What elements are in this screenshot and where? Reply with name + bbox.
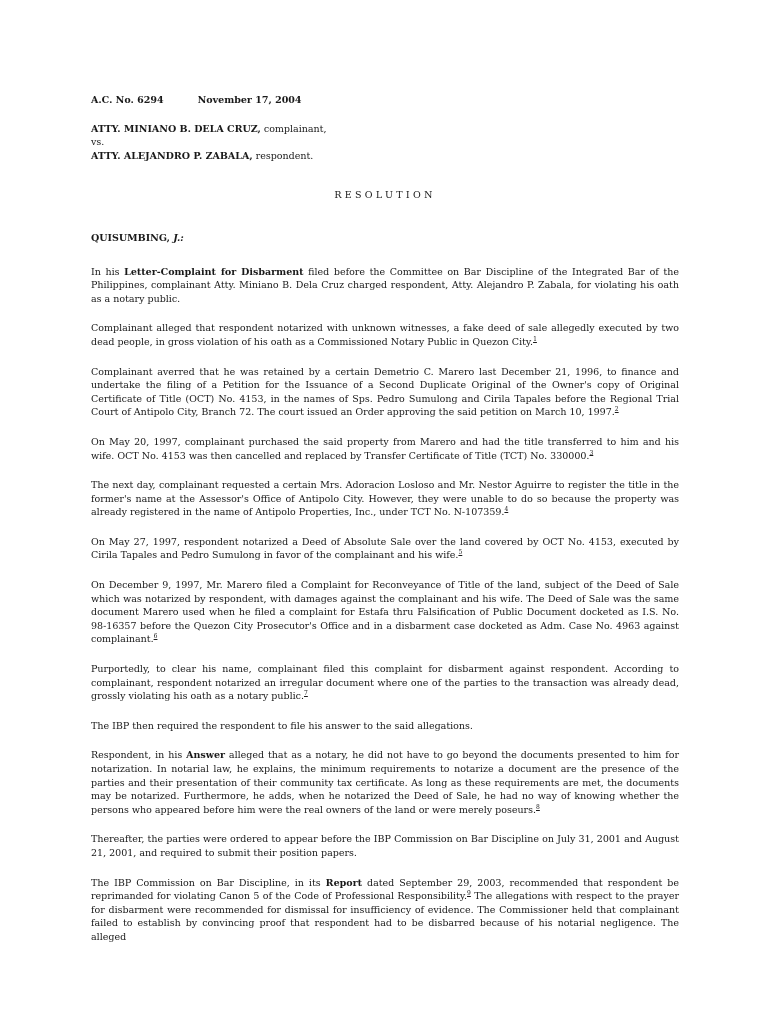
paragraph: The IBP then required the respondent to file his answer to the said allegations. xyxy=(91,720,473,732)
paragraph-text: The IBP Commission on Bar Discipline, in its xyxy=(91,877,326,889)
paragraph-text: Respondent, in his xyxy=(91,750,187,762)
paragraph xyxy=(91,749,679,817)
paragraph-text: Complainant averred that he was retained by a certain Demetrio C. Marero last December 21, 1996, to finance and undertake the filing of a Petition for the Issuance of a Second Duplicate Original of the Owner's copy of Original Certificate of Title (OCT) No. 4153, in the names of Sps. Pedro Sumulong and Cirila Tapales before the Regional Trial Court of Antipolo City, Branch 72. The court issued an Order approving the said petition on March 10, 1997. xyxy=(91,366,679,419)
paragraph xyxy=(91,366,679,420)
resolution-heading: RESOLUTION xyxy=(334,190,436,202)
footnote-link[interactable]: 6 xyxy=(153,633,158,641)
paragraph-text: dated September 29, 2003, recommended that respondent be reprimanded for violating Canon 5 of the Code of Professional Responsibility. xyxy=(91,877,679,903)
ponente xyxy=(91,232,679,246)
respondent-name: ATTY. ALEJANDRO P. ZABALA, xyxy=(91,150,253,162)
paragraph xyxy=(91,479,679,520)
paragraph-text: filed before the Committee on Bar Discipline of the Integrated Bar of the Philippines, complainant Atty. Miniano B. Dela Cruz charged respondent, Atty. Alejandro P. Zabala, for violating his oath as a notary public. xyxy=(91,266,679,305)
complainant-line xyxy=(91,123,679,137)
paragraph-text: The next day, complainant requested a certain Mrs. Adoracion Losloso and Mr. Nestor Aguirre to register the title in the former's name at the Assessor's Office of Antipolo City. However, they were unable to do so because the property was already registered in the name of Antipolo Properties, Inc., under TCT No. N-107359. xyxy=(91,480,679,519)
footnote-link[interactable]: 8 xyxy=(536,803,540,811)
paragraph-text: In his xyxy=(91,266,125,278)
report-term: Report xyxy=(325,877,362,889)
paragraph xyxy=(91,322,679,349)
answer-term: Answer xyxy=(186,750,226,762)
footnote-link[interactable]: 5 xyxy=(458,549,463,557)
respondent-role: respondent. xyxy=(252,150,314,162)
paragraph-text: alleged that as a notary, he did not have to go beyond the documents presented to him for notarization. In notarial law, he explains, the minimum requirements to notarize a document are the presence of the parties and their presentation of their community tax certificate. As long as these requirements are met, the documents may be notarized. Furthermore, he adds, when he notarized the Deed of Sale, he had no way of knowing whether the persons who appeared before him were the real owners of the land or were merely poseurs. xyxy=(91,750,679,816)
paragraph-text: On May 27, 1997, respondent notarized a Deed of Absolute Sale over the land covered by OCT No. 4153, executed by Cirila Tapales and Pedro Sumulong in favor of the complainant and his wife. xyxy=(91,536,679,562)
letter-complaint-term: Letter-Complaint for Disbarment xyxy=(124,266,304,278)
footnote-link[interactable]: 2 xyxy=(614,406,619,414)
paragraph xyxy=(91,579,679,647)
ponente-name: QUISUMBING, xyxy=(91,232,170,244)
case-header xyxy=(91,94,679,108)
footnote-link[interactable]: 3 xyxy=(589,449,594,457)
respondent-line xyxy=(91,150,679,164)
complainant-name: ATTY. MINIANO B. DELA CRUZ, xyxy=(91,123,261,135)
footnote-link[interactable]: 7 xyxy=(304,690,308,698)
footnote-link[interactable]: 1 xyxy=(533,335,537,343)
document-body xyxy=(91,94,679,961)
complainant-role: complainant, xyxy=(260,123,327,135)
paragraph-text: Purportedly, to clear his name, complainant filed this complaint for disbarment against respondent. According to complainant, respondent notarized an irregular document where one of the parties to the transaction was already dead, grossly violating his oath as a notary public. xyxy=(91,664,679,703)
paragraph-text: Complainant alleged that respondent notarized with unknown witnesses, a fake deed of sale allegedly executed by two dead people, in gross violation of his oath as a Commissioned Notary Public in Quezon City. xyxy=(91,323,679,348)
paragraph-text: The allegations with respect to the prayer for disbarment were recommended for dismissal for insufficiency of evidence. The Commissioner held that complainant failed to establish by convincing proof that respondent had to be disbarred because of his notarial negligence. The alleged xyxy=(91,891,680,943)
paragraph xyxy=(91,663,679,704)
case-date: November 17, 2004 xyxy=(197,95,302,106)
versus-line: vs. xyxy=(91,137,105,149)
footnote-link[interactable]: 4 xyxy=(504,506,509,514)
paragraph-text: On May 20, 1997, complainant purchased the said property from Marero and had the title transferred to him and his wife. OCT No. 4153 was then cancelled and replaced by Transfer Certificate of Title (TCT) No. 330000. xyxy=(91,436,679,462)
paragraph xyxy=(91,877,679,945)
paragraph-text: On December 9, 1997, Mr. Marero filed a Complaint for Reconveyance of Title of the land, subject of the Deed of Sale which was notarized by respondent, with damages against the complainant and his wife. The Deed of Sale was the same document Marero used when he filed a complaint for Estafa thru Falsification of Public Document docketed as I.S. No. 98-16357 before the Quezon City Prosecutor's Office and in a disbarment case docketed as Adm. Case No. 4963 against complainant. xyxy=(91,580,679,646)
paragraph: Thereafter, the parties were ordered to appear before the IBP Commission on Bar Discipline on July 31, 2001 and August 21, 2001, and required to submit their position papers. xyxy=(91,834,679,859)
case-number: A.C. No. 6294 xyxy=(91,95,164,106)
case-parties xyxy=(91,123,679,164)
paragraph xyxy=(91,266,679,307)
ponente-suffix: J.: xyxy=(169,232,184,244)
paragraph xyxy=(91,536,679,563)
footnote-link[interactable]: 9 xyxy=(467,890,471,897)
paragraph xyxy=(91,436,679,463)
